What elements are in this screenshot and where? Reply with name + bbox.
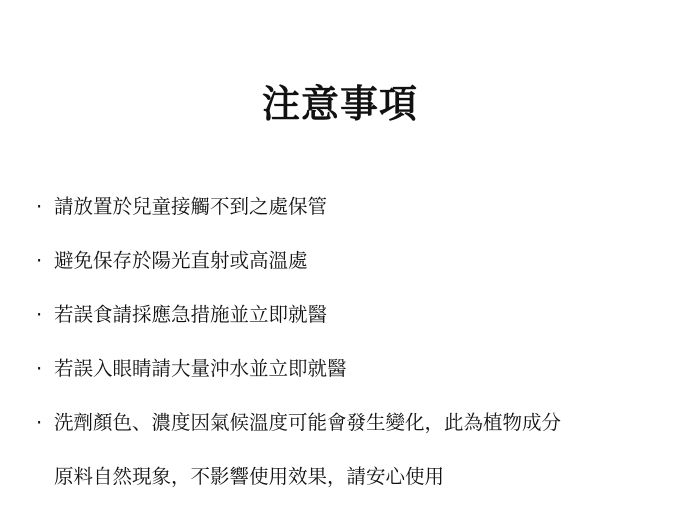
note-item	[34, 288, 666, 342]
note-item	[34, 342, 666, 396]
bullet-icon: ·	[36, 411, 43, 434]
bullet-icon: ·	[36, 195, 43, 218]
note-item	[34, 180, 666, 234]
note-item	[34, 396, 666, 504]
note-item	[34, 234, 666, 288]
page-title: 注意事項	[261, 82, 418, 126]
notes-list	[34, 180, 666, 504]
note-text: 若誤食請採應急措施並立即就醫	[54, 303, 328, 326]
note-text: 避免保存於陽光直射或高溫處	[54, 249, 308, 272]
bullet-icon: ·	[36, 357, 43, 380]
bullet-icon: ·	[36, 249, 43, 272]
note-text-line-1: 洗劑顏色、濃度因氣候溫度可能會發生變化，此為植物成分	[54, 411, 562, 434]
bullet-icon: ·	[36, 303, 43, 326]
note-text: 若誤入眼睛請大量沖水並立即就醫	[54, 357, 347, 380]
note-text: 請放置於兒童接觸不到之處保管	[54, 195, 328, 218]
note-text-line-2: 原料自然現象，不影響使用效果，請安心使用	[54, 465, 445, 488]
